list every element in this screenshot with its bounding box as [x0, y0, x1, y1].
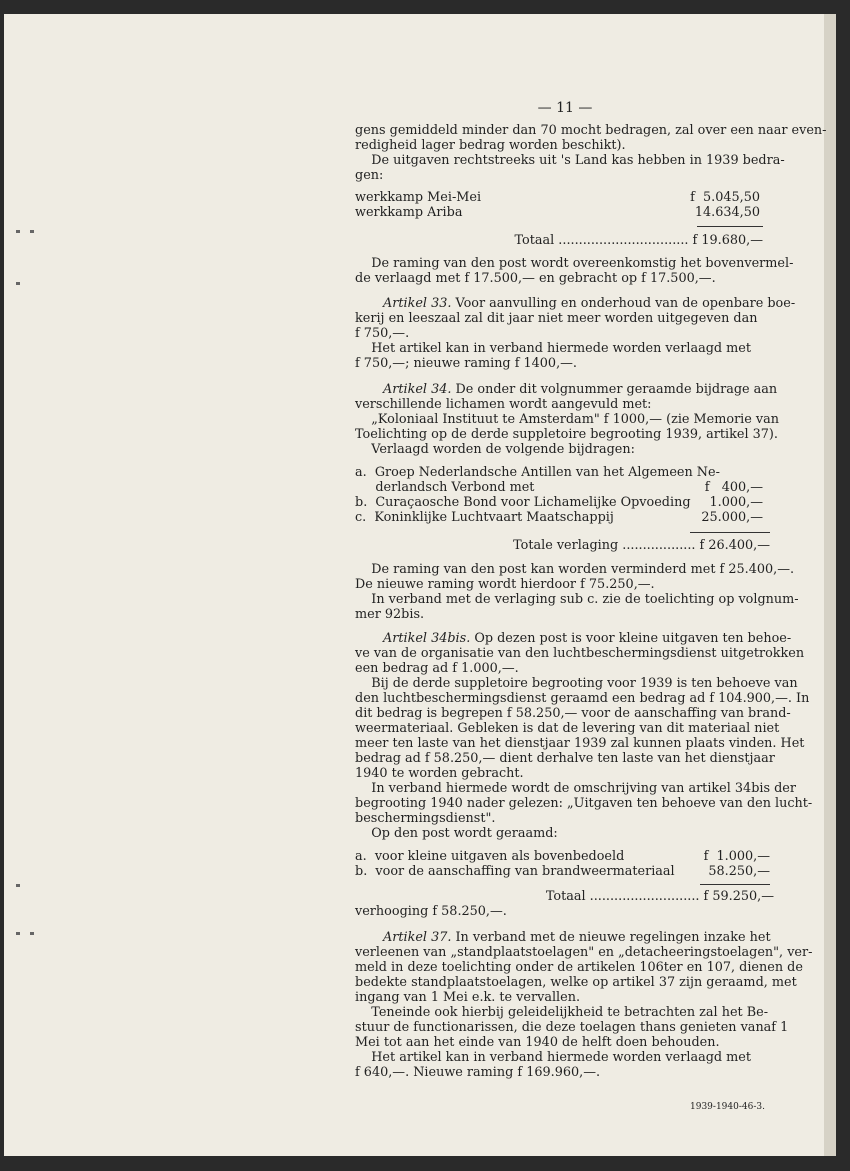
article-heading: Artikel 33.: [383, 296, 452, 311]
text-line: meld in deze toelichting onder de artikelen 106ter en 107, dienen de: [355, 960, 803, 975]
table-row-value: 14.634,50: [694, 205, 760, 220]
text-line: De raming van den post wordt overeenkomstig het bovenvermel-: [355, 256, 794, 271]
text-line: beschermingsdienst".: [355, 811, 496, 826]
text-line: Op dezen post is voor kleine uitgaven ten behoe-: [470, 631, 792, 646]
text-line: ingang van 1 Mei e.k. te vervallen.: [355, 990, 581, 1005]
text-line: ve van de organisatie van den luchtbeschermingsdienst uitgetrokken: [355, 646, 805, 661]
text-line: begrooting 1940 nader gelezen: „Uitgaven ten behoeve van den lucht-: [355, 796, 813, 811]
text-line: f 750,—; nieuwe raming f 1400,—.: [355, 356, 577, 371]
text-line: de verlaagd met f 17.500,— en gebracht op f 17.500,—.: [355, 271, 716, 286]
text-line: De nieuwe raming wordt hierdoor f 75.250,—.: [355, 577, 655, 592]
text-line: meer ten laste van het dienstjaar 1939 zal kunnen plaats vinden. Het: [355, 736, 805, 751]
binding-mark: [30, 230, 34, 233]
text-line: den luchtbeschermingsdienst geraamd een bedrag ad f 104.900,—. In: [355, 691, 810, 706]
text-line: een bedrag ad f 1.000,—.: [355, 661, 519, 676]
text-line: mer 92bis.: [355, 607, 425, 622]
list-item: c. Koninklijke Luchtvaart Maatschappij: [355, 510, 614, 525]
text-line: In verband met de nieuwe regelingen inzake het: [451, 930, 771, 945]
text-line: kerij en leeszaal zal dit jaar niet meer worden uitgegeven dan: [355, 311, 758, 326]
article-heading: Artikel 37.: [383, 930, 452, 945]
sum-rule: [700, 884, 770, 885]
text-line: gen:: [355, 168, 384, 183]
binding-mark: [16, 884, 20, 887]
text-line: Bij de derde suppletoire begrooting voor 1939 is ten behoeve van: [355, 676, 798, 691]
text-line: bedrag ad f 58.250,— dient derhalve ten laste van het dienstjaar: [355, 751, 775, 766]
text-line: De uitgaven rechtstreeks uit 's Land kas hebben in 1939 bedra-: [355, 153, 785, 168]
text-line: De raming van den post kan worden verminderd met f 25.400,—.: [355, 562, 795, 577]
text-line: verleenen van „standplaatstoelagen" en „detacheeringstoelagen", ver-: [355, 945, 813, 960]
page-edge: [824, 14, 836, 1156]
sum-rule: [697, 226, 763, 227]
binding-mark: [16, 932, 20, 935]
list-item: b. voor de aanschaffing van brandweermateriaal: [355, 864, 675, 879]
page-number: — 11 —: [537, 100, 593, 116]
total-line: Totaal ........................... f 59.250,—: [545, 889, 774, 904]
list-item-value: f 1.000,—: [703, 849, 770, 864]
list-item: derlandsch Verbond met: [355, 480, 535, 495]
list-item: a. voor kleine uitgaven als bovenbedoeld: [355, 849, 625, 864]
text-line: In verband met de verlaging sub c. zie de toelichting op volgnum-: [355, 592, 799, 607]
article-heading: Artikel 34bis.: [383, 631, 471, 646]
list-item-value: 1.000,—: [709, 495, 763, 510]
text-line: Op den post wordt geraamd:: [355, 826, 558, 841]
list-item: b. Curaçaosche Bond voor Lichamelijke Opvoeding: [355, 495, 691, 510]
text-line: 1940 te worden gebracht.: [355, 766, 524, 781]
list-item-value: 25.000,—: [701, 510, 763, 525]
text-line: dit bedrag is begrepen f 58.250,— voor de aanschaffing van brand-: [355, 706, 791, 721]
binding-mark: [16, 282, 20, 285]
table-row-value: f 5.045,50: [690, 190, 760, 205]
table-row-label: werkkamp Mei-Mei: [355, 190, 482, 205]
list-item-value: 58.250,—: [708, 864, 770, 879]
total-line: Totale verlaging .................. f 26.400,—: [513, 538, 770, 553]
table-row-label: werkkamp Ariba: [355, 205, 463, 220]
text-line: Voor aanvulling en onderhoud van de openbare boe-: [451, 296, 796, 311]
footer-code: 1939-1940-46-3.: [690, 1102, 765, 1112]
list-item-value: f 400,—: [704, 480, 763, 495]
text-line: Teneinde ook hierbij geleidelijkheid te betrachten zal het Be-: [355, 1005, 769, 1020]
text-line: stuur de functionarissen, die deze toelagen thans genieten vanaf 1: [355, 1020, 789, 1035]
text-line: gens gemiddeld minder dan 70 mocht bedragen, zal over een naar even-: [355, 123, 827, 138]
text-line: „Koloniaal Instituut te Amsterdam" f 1000,— (zie Memorie van: [355, 412, 780, 427]
binding-mark: [30, 932, 34, 935]
text-line: Het artikel kan in verband hiermede worden verlaagd met: [355, 1050, 752, 1065]
text-line: In verband hiermede wordt de omschrijving van artikel 34bis der: [355, 781, 796, 796]
article-heading: Artikel 34.: [383, 382, 452, 397]
text-line: f 640,—. Nieuwe raming f 169.960,—.: [355, 1065, 601, 1080]
sum-rule: [690, 532, 770, 533]
text-line: Toelichting op de derde suppletoire begrooting 1939, artikel 37).: [355, 427, 778, 442]
text-line: weermateriaal. Gebleken is dat de levering van dit materiaal niet: [355, 721, 780, 736]
list-item: a. Groep Nederlandsche Antillen van het Algemeen Ne-: [355, 465, 720, 480]
total-line: Totaal ................................ f 19.680,—: [514, 233, 763, 248]
text-line: De onder dit volgnummer geraamde bijdrage aan: [451, 382, 778, 397]
text-line: redigheid lager bedrag worden beschikt).: [355, 138, 626, 153]
text-line: f 750,—.: [355, 326, 410, 341]
binding-mark: [16, 230, 20, 233]
text-line: Verlaagd worden de volgende bijdragen:: [355, 442, 635, 457]
text-line: bedekte standplaatstoelagen, welke op artikel 37 zijn geraamd, met: [355, 975, 797, 990]
text-line: verhooging f 58.250,—.: [355, 904, 507, 919]
text-line: Het artikel kan in verband hiermede worden verlaagd met: [355, 341, 752, 356]
text-line: verschillende lichamen wordt aangevuld met:: [355, 397, 652, 412]
text-line: Mei tot aan het einde van 1940 de helft doen behouden.: [355, 1035, 720, 1050]
